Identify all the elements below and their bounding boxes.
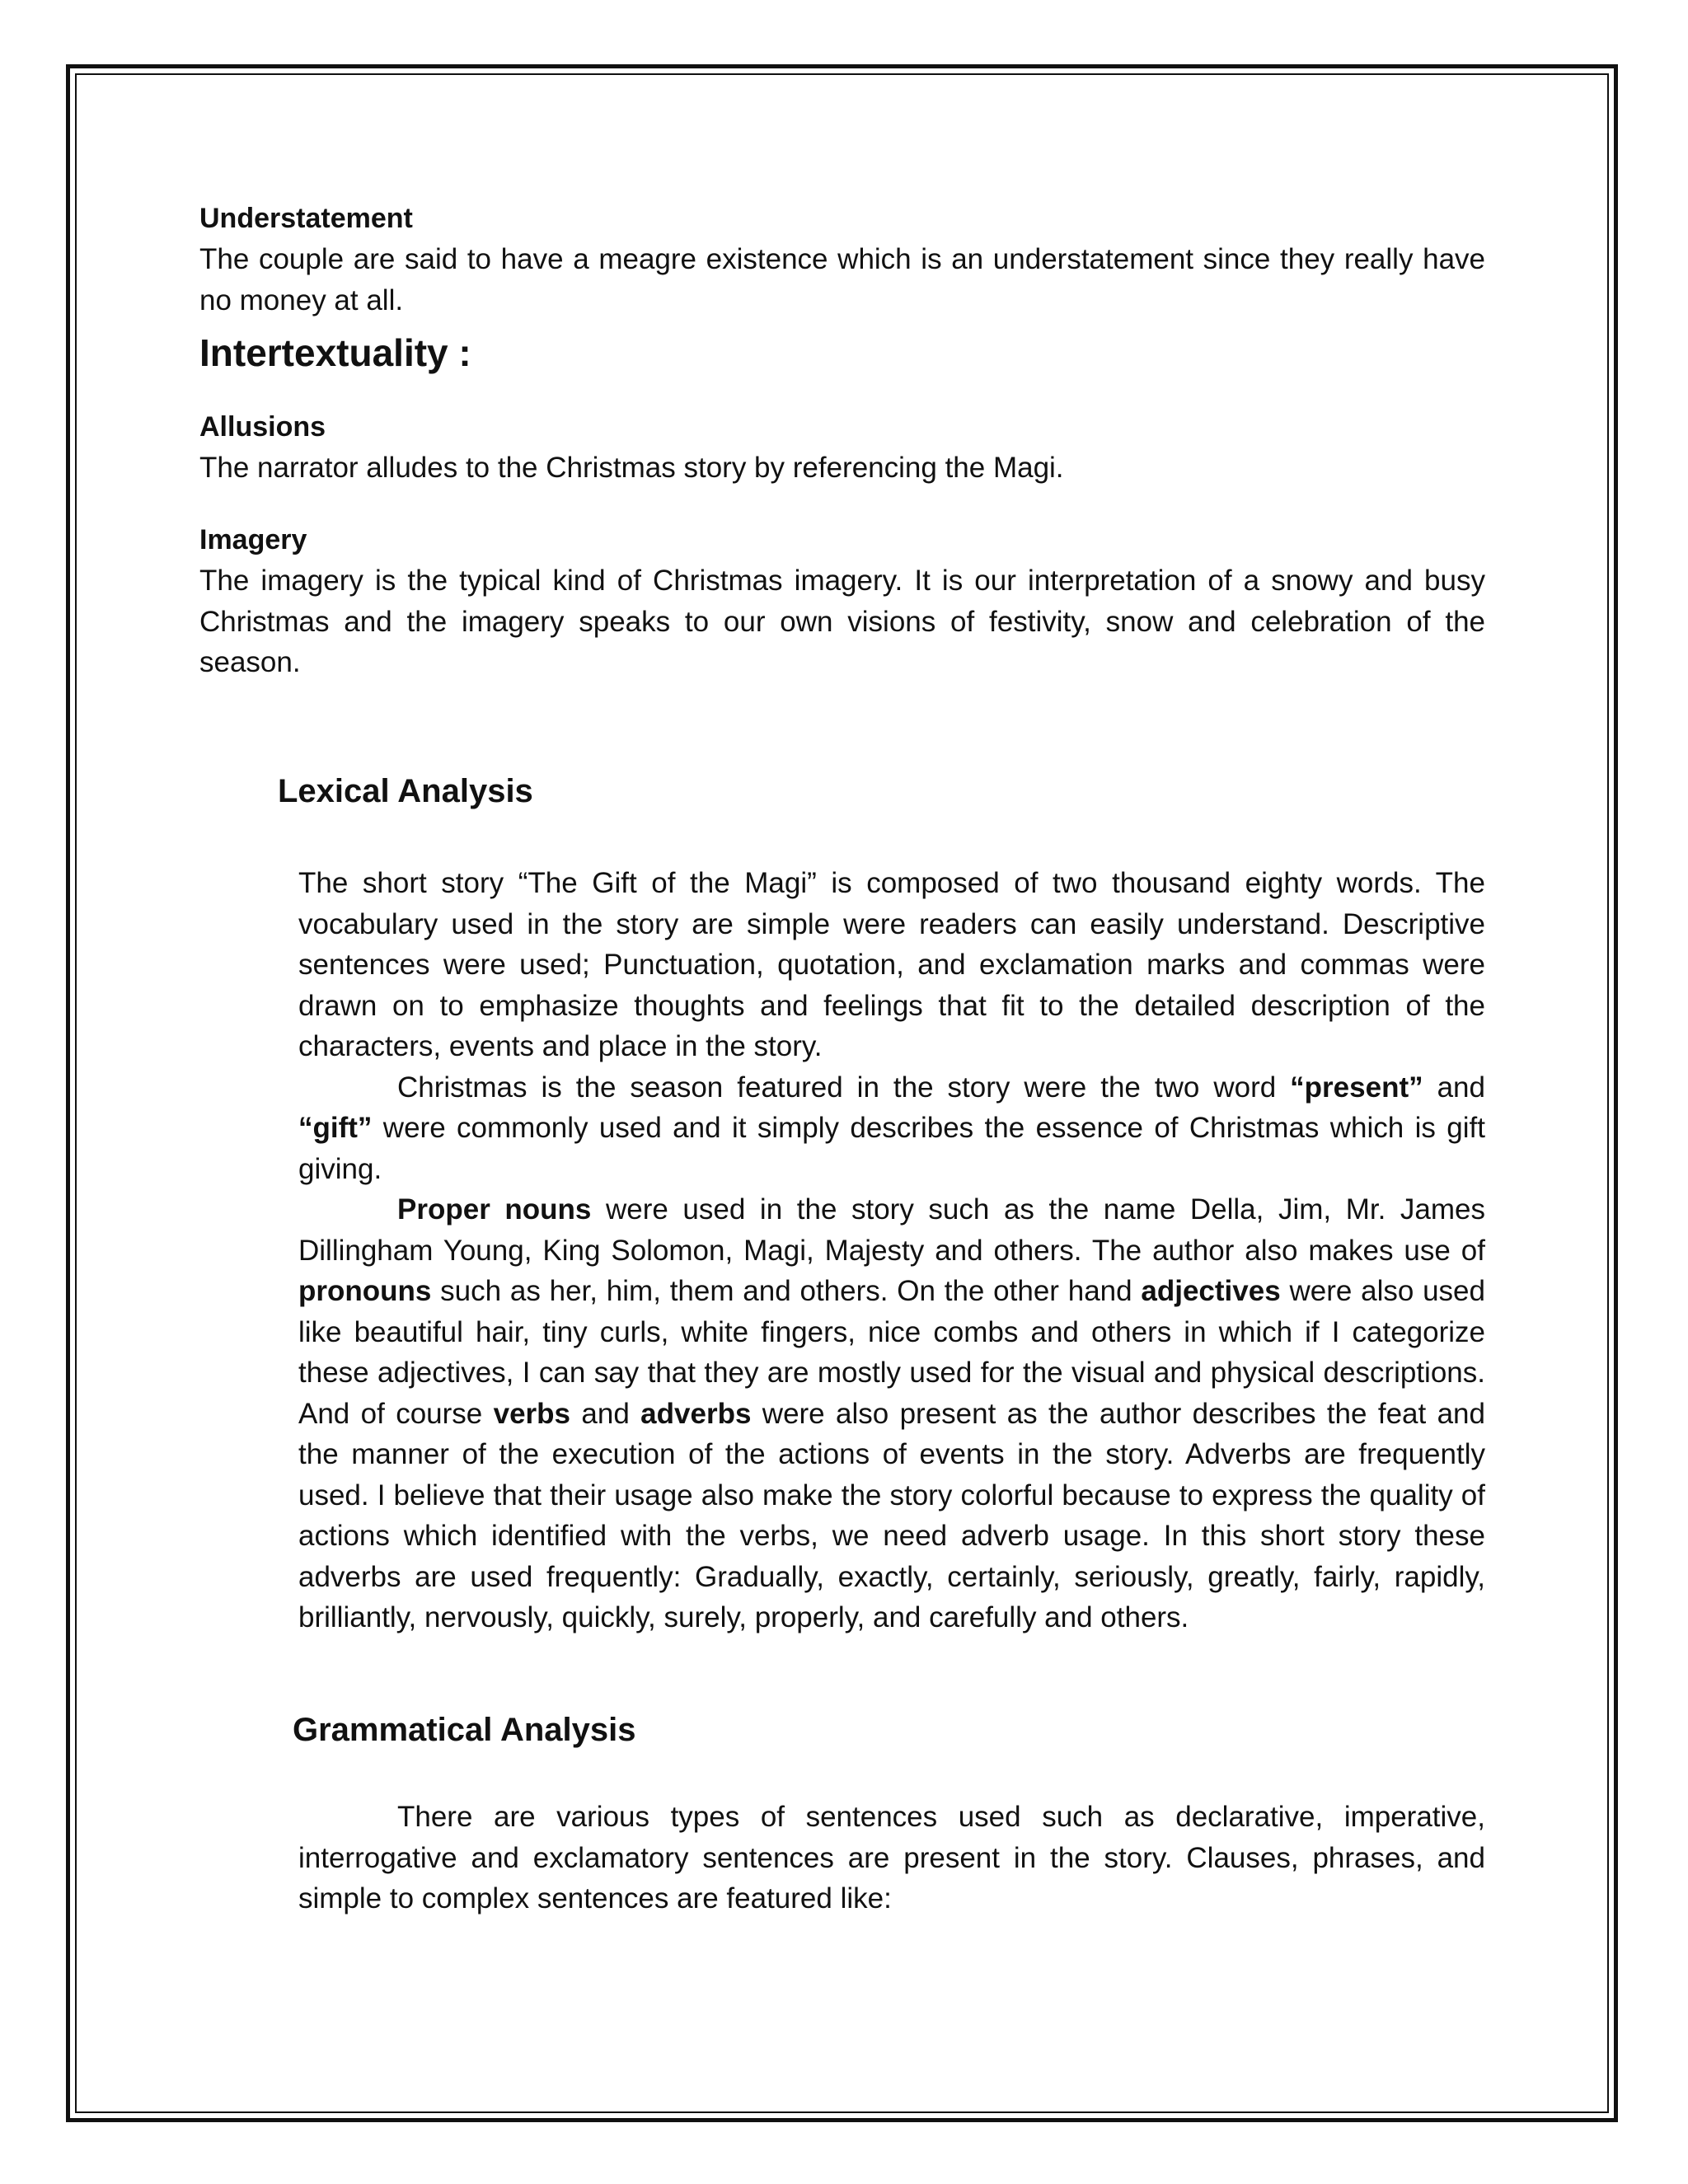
gift-term: “gift” [298,1112,373,1144]
grammatical-body [298,1797,1485,1919]
lexical-p2-text-c: and [1423,1071,1485,1104]
lexical-p3-text-f: were also present as the author describes the feat and the manner of the execution of the actions of events in the story. Adverbs are frequently used. I believe that their usage also make the story colorful because to express the quality of actions which identified with the verbs, we need adverb usage. In this short story these adverbs are used frequently: Gradually, exactly, certainly, seriously, greatly, fairly, rapidly, brilliantly, nervously, quickly, surely, properly, and carefully and others. [298,1397,1485,1633]
lexical-p2-text-a: Christmas is the season featured in the story were the two word [397,1071,1291,1104]
present-term: “present” [1290,1071,1423,1104]
verbs-term: verbs [493,1397,571,1430]
understatement-heading: Understatement [199,203,413,234]
lexical-p3-text-e: and [570,1397,641,1430]
lexical-body [298,863,1485,1638]
lexical-p3-text-a: were used in the story such as the name Della, Jim, Mr. James Dillingham Young, King Solomon, Magi, Majesty and others. The author also makes use of [298,1193,1485,1267]
allusions-text: The narrator alludes to the Christmas story by referencing the Magi. [199,452,1064,484]
allusions-heading: Allusions [199,411,326,443]
proper-nouns-term: Proper nouns [397,1193,592,1226]
intertextuality-section [199,328,1485,377]
understatement-section [199,198,1485,321]
intertextuality-heading: Intertextuality : [199,331,471,374]
lexical-paragraph-2 [298,1067,1485,1190]
lexical-p2-text-e: were commonly used and it simply describes the essence of Christmas which is gift giving. [298,1112,1485,1185]
lexical-p3-text-d: were also used like beautiful hair, tiny curls, white fingers, nice combs and others in which if I categorize these adjectives, I can say that they are mostly used for the visual and physical descriptions. And of course [298,1275,1485,1430]
allusions-section [199,406,1485,489]
imagery-section [199,519,1485,683]
lexical-heading: Lexical Analysis [278,773,533,809]
grammatical-paragraph-1: There are various types of sentences used such as declarative, imperative, interrogative and exclamatory sentences are present in the story. Clauses, phrases, and simple to complex sentences are featured like: [298,1801,1485,1915]
adverbs-term: adverbs [640,1397,752,1430]
grammatical-heading-wrap [293,1707,1447,1753]
lexical-heading-wrap [278,768,1432,814]
imagery-text: The imagery is the typical kind of Christmas imagery. It is our interpretation of a snowy and busy Christmas and the imagery speaks to our own visions of festivity, snow and celebration of the season. [199,565,1485,678]
lexical-paragraph-3 [298,1189,1485,1638]
lexical-p3-text-c: such as her, him, them and others. On the other hand [431,1275,1142,1307]
grammatical-heading: Grammatical Analysis [293,1712,636,1748]
adjectives-term: adjectives [1141,1275,1281,1307]
pronouns-term: pronouns [298,1275,432,1307]
lexical-paragraph-1: The short story “The Gift of the Magi” is composed of two thousand eighty words. The vocabulary used in the story are simple were readers can easily understand. Descriptive sentences were used; Punctuation, quotation, and exclamation marks and commas were drawn on to emphasize thoughts and feelings that fit to the detailed description of the characters, events and place in the story. [298,867,1485,1062]
imagery-heading: Imagery [199,524,307,555]
understatement-text: The couple are said to have a meagre existence which is an understatement since they really have no money at all. [199,243,1485,316]
